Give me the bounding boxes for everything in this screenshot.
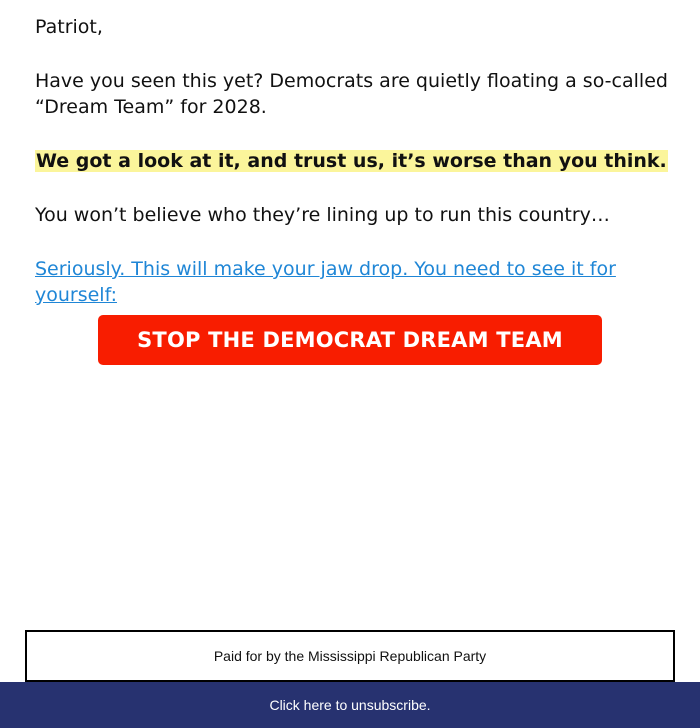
highlighted-paragraph-container xyxy=(35,148,675,174)
greeting: Patriot, xyxy=(35,16,103,38)
see-for-yourself-link[interactable]: Seriously. This will make your jaw drop. You need to see it for yourself: xyxy=(35,258,616,306)
footer-bar xyxy=(0,682,700,728)
paid-for-text: Paid for by the Mississippi Republican Party xyxy=(213,648,487,664)
teaser-paragraph: You won’t believe who they’re lining up to run this country… xyxy=(35,204,610,226)
unsubscribe-link[interactable]: Click here to unsubscribe. xyxy=(269,697,431,713)
email-body xyxy=(35,14,675,308)
link-paragraph xyxy=(35,256,675,308)
stop-dream-team-button[interactable]: STOP THE DEMOCRAT DREAM TEAM xyxy=(98,315,602,365)
highlighted-text: We got a look at it, and trust us, it’s worse than you think. xyxy=(36,150,667,172)
intro-paragraph: Have you seen this yet? Democrats are quietly floating a so-called “Dream Team” for 2028. xyxy=(35,70,668,118)
paid-for-disclaimer xyxy=(25,630,675,682)
